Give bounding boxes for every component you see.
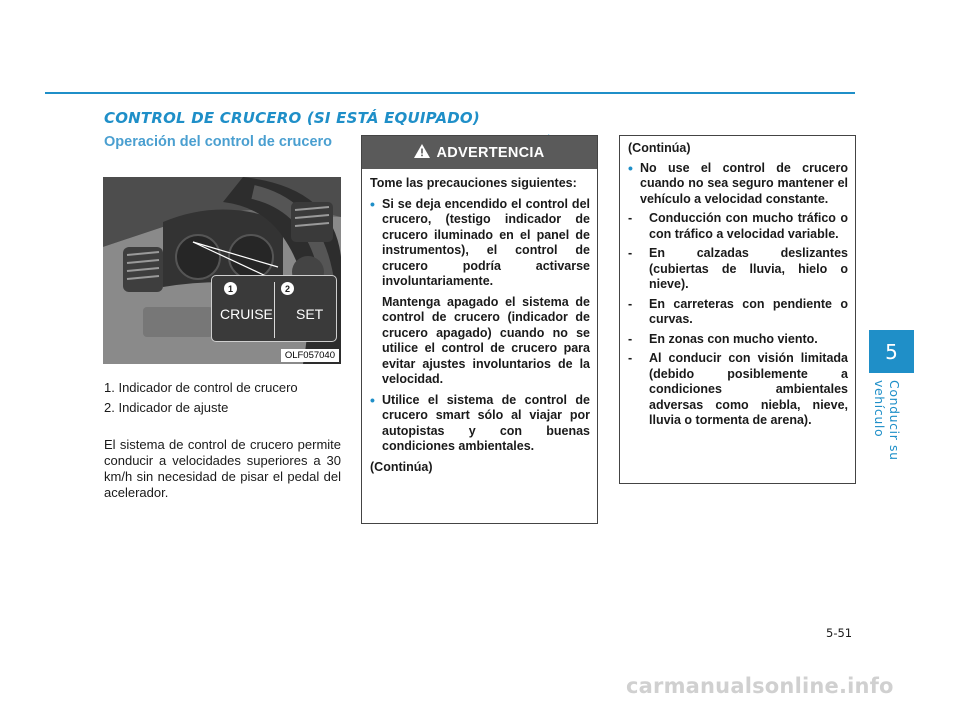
condition-item (628, 211, 848, 242)
chapter-number-tab: 5 (869, 330, 914, 373)
warning-triangle-icon (414, 144, 430, 162)
callout-number-1: 1 (224, 282, 237, 295)
condition-text: En calzadas deslizantes (cubiertas de lluvia, hielo o nieve). (649, 246, 848, 291)
dash-mark: - (628, 331, 633, 346)
list-item: 1. Indicador de control de crucero (104, 380, 298, 395)
dash-mark: - (628, 351, 633, 365)
callout-divider (274, 282, 275, 338)
dash-mark: - (628, 246, 633, 260)
warning-header (362, 136, 597, 169)
condition-text: Al conducir con visión limitada (debido posiblemente a condiciones ambientales adversas como niebla, nieve, lluvia o tormenta de arena). (649, 351, 848, 427)
condition-text: En zonas con mucho viento. (649, 331, 818, 346)
continued-body (628, 141, 848, 433)
warning-continues: (Continúa) (370, 459, 433, 474)
subheading: Operación del control de crucero (104, 134, 333, 150)
indicator-list (104, 380, 341, 420)
callout-number-2: 2 (281, 282, 294, 295)
section-title: CONTROL DE CRUCERO (SI ESTÁ EQUIPADO) (104, 109, 480, 127)
condition-item (628, 351, 848, 429)
warning-intro: Tome las precauciones siguientes: (370, 176, 577, 190)
condition-item (628, 332, 848, 348)
description-paragraph: El sistema de control de crucero permite conducir a velocidades superiores a 30 km/h sin necesidad de pisar el pedal del acelerador. (104, 437, 341, 500)
site-watermark: carmanualsonline.info (626, 674, 894, 698)
chapter-title: Conducir su vehículo (872, 380, 902, 461)
dash-mark: - (628, 296, 633, 311)
warning-body (370, 176, 590, 480)
set-label: SET (296, 306, 324, 322)
continued-box (619, 135, 856, 484)
cruise-set-callout (211, 275, 337, 342)
top-rule (45, 92, 855, 94)
page-number: 5-51 (826, 626, 853, 640)
warning-bullet-1-continued: Mantenga apagado el sistema de control de crucero (indicador de crucero apagado) cuando no se utilice el control de crucero para evitar ajustes involuntarios de la velocidad. (382, 294, 590, 386)
dash-mark: - (628, 211, 633, 225)
condition-text: Conducción con mucho tráfico o con tráfico a velocidad variable. (649, 211, 848, 241)
condition-item (628, 297, 848, 328)
list-item: 2. Indicador de ajuste (104, 400, 229, 415)
condition-text: En carreteras con pendiente o curvas. (649, 296, 848, 326)
warning-title: ADVERTENCIA (436, 144, 545, 161)
continued-heading: (Continúa) (628, 141, 691, 155)
warning-box (361, 135, 598, 524)
warning-bullet-2: • Utilice el sistema de control de crucero smart sólo al viajar por autopistas y con buenas condiciones ambientales. (370, 393, 590, 455)
condition-item (628, 246, 848, 293)
warning-bullet-1: • Si se deja encendido el control del crucero, (testigo indicador de crucero iluminado en el panel de instrumentos), el control de crucero podría activarse involuntariamente. (370, 197, 590, 290)
figure-label: OLF057040 (281, 349, 339, 362)
cruise-label: CRUISE (220, 306, 273, 322)
continued-bullet: • No use el control de crucero cuando no sea seguro mantener el vehículo a velocidad constante. (628, 161, 848, 208)
